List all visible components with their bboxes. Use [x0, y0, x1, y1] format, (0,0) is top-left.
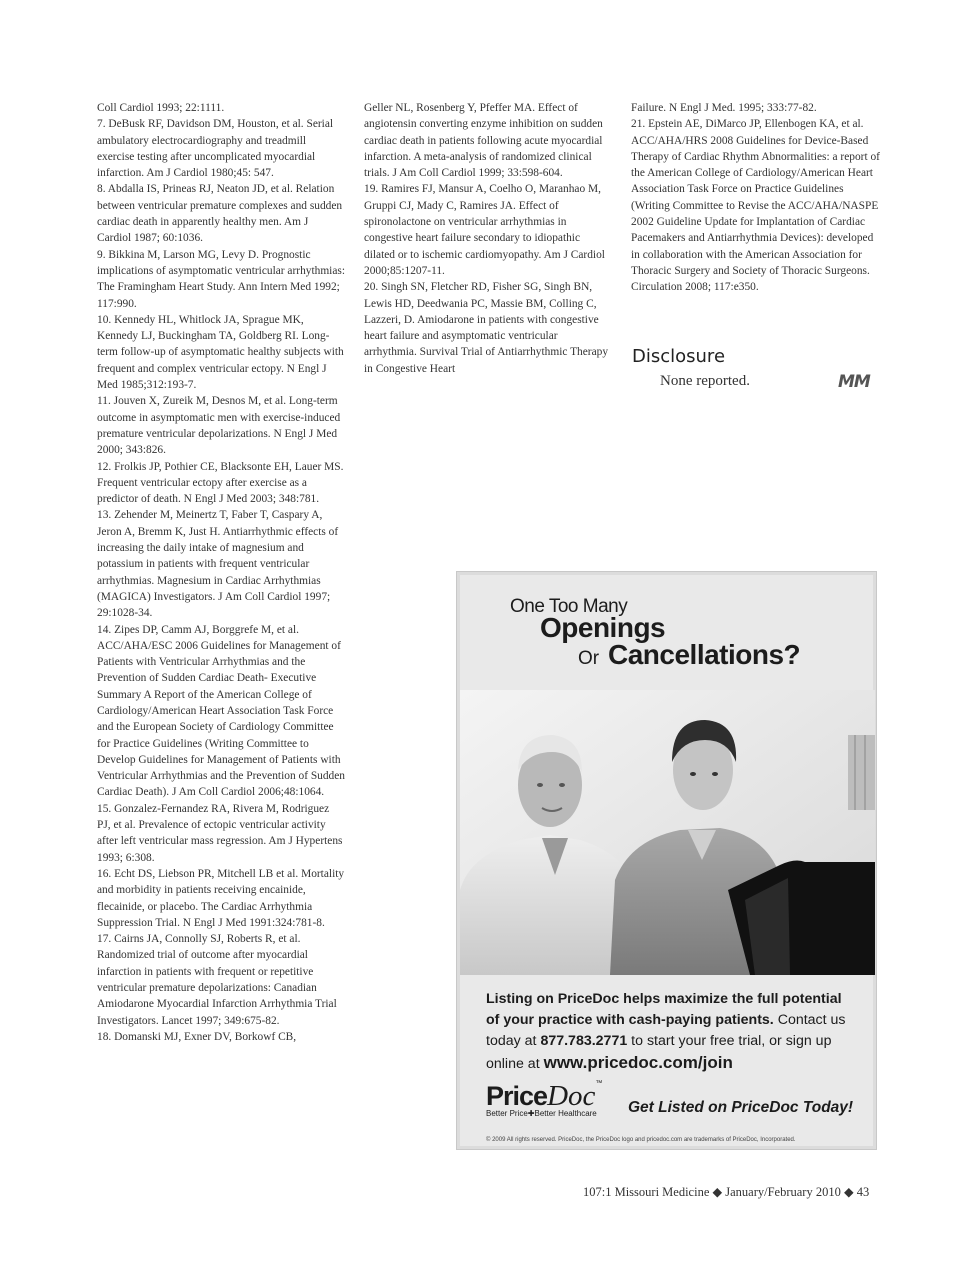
ad-phone[interactable]: 877.783.2771	[540, 1033, 628, 1049]
references-column-1	[97, 100, 345, 1045]
pricedoc-logo	[486, 1080, 602, 1118]
reference-entry: 12. Frolkis JP, Pothier CE, Blacksonte EH, Lauer MS. Frequent ventricular ectopy after exercise as a predictor of death. N Engl J Med 2003; 348:781.	[97, 460, 344, 506]
reference-entry: 14. Zipes DP, Camm AJ, Borggrefe M, et al. ACC/AHA/ESC 2006 Guidelines for Management of Patients with Ventricular Arrhythmias and the Prevention of Sudden Cardiac Death- Executive Summary A Report of the American College of Cardiology/American Heart Association Task Force and the European Society of Cardiology Committee for Practice Guidelines (Writing Committee to Develop Guidelines for Management of Patients with Ventricular Arrhythmias and the Prevention of Sudden Cardiac Death). J Am Coll Cardiol 2006;48:1064.	[97, 623, 346, 799]
reference-entry: 8. Abdalla IS, Prineas RJ, Neaton JD, et al. Relation between ventricular premature complexes and sudden cardiac death in apparently healthy men. Am J Cardiol 1987; 60:1036.	[97, 183, 343, 245]
ad-headline-1: One Too Many	[510, 596, 628, 617]
logo-tagline: Better Price✚Better Healthcare	[486, 1109, 597, 1118]
mm-logo-icon: MM	[838, 372, 870, 392]
disclosure-text: None reported.	[660, 373, 750, 389]
pricedoc-advertisement[interactable]	[456, 571, 877, 1150]
reference-entry: 21. Epstein AE, DiMarco JP, Ellenbogen KA, et al. ACC/AHA/HRS 2008 Guidelines for Device-Based Therapy of Cardiac Rhythm Abnormalities: a report of the American College of Cardiology/American Heart Association Task Force on Practice Guidelines (Writing Committee to Revise the ACC/AHA/NASPE 2002 Guideline Update for Implantation of Cardiac Pacemakers and Antiarrhythmia Devices): developed in collaboration with the American Association for Thoracic Surgery and Society of Thoracic Surgeons. Circulation 2008; 117:e350.	[631, 118, 880, 294]
ad-body-bold: Listing on PriceDoc helps maximize the full potential of your practice with cash-paying patients.	[486, 991, 842, 1028]
reference-entry: 15. Gonzalez-Fernandez RA, Rivera M, Rodriguez PJ, et al. Prevalence of ectopic ventricular activity after left ventricular mass regression. Am J Hypertens 1993; 6:308.	[97, 802, 343, 864]
references-column-3	[631, 100, 881, 296]
reference-entry: 10. Kennedy HL, Whitlock JA, Sprague MK, Kennedy LJ, Buckingham TA, Goldberg RI. Long-term follow-up of asymptomatic healthy subjects with frequent and complex ventricular ectopy. N Engl J Med 1985;312:193-7.	[97, 313, 344, 392]
reference-entry: 19. Ramires FJ, Mansur A, Coelho O, Maranhao M, Gruppi CJ, Mady C, Ramires JA. Effect of spironolactone on ventricular arrhythmias in congestive heart failure secondary to idiopathic dilated or to ischemic cardiomyopathy. Am J Cardiol 2000;85:1207-11.	[364, 183, 605, 277]
ad-headline-or: Or	[578, 648, 600, 669]
reference-entry: 16. Echt DS, Liebson PR, Mitchell LB et al. Mortality and morbidity in patients receiving encainide, flecainide, or placebo. The Cardiac Arrhythmia Suppression Trial. N Engl J Med 1991:324:781-8.	[97, 867, 345, 929]
disclosure-heading: Disclosure	[632, 346, 726, 367]
ad-body-text	[486, 989, 856, 1075]
reference-entry: 7. DeBusk RF, Davidson DM, Houston, et al. Serial ambulatory electrocardiography and treadmill exercise testing after uncomplicated myocardial infarction. Am J Cardiol 1980;45: 547.	[97, 118, 334, 180]
reference-entry: Coll Cardiol 1993; 22:1111.	[97, 102, 225, 114]
logo-tm: ™	[595, 1080, 603, 1087]
reference-entry: 11. Jouven X, Zureik M, Desnos M, et al. Long-term outcome in asymptomatic men with exercise-induced premature ventricular depolarizations. N Engl J Med 2000; 343:826.	[97, 395, 341, 457]
logo-price: Price	[486, 1081, 548, 1111]
ad-headline-3: Cancellations?	[608, 639, 801, 670]
ad-panel	[460, 575, 873, 1146]
doctors-photo-icon	[460, 690, 875, 975]
reference-entry: 18. Domanski MJ, Exner DV, Borkowf CB,	[97, 1030, 297, 1043]
ad-body-part-1: Contact us today at	[486, 1012, 846, 1049]
reference-entry: 13. Zehender M, Meinertz T, Faber T, Caspary A, Jeron A, Bremm K, Just H. Antiarrhythmic effects of increasing the daily intake of magnesium and potassium in patients with frequent ventricular arrhythmias. Magnesium in Cardiac Arrhythmias (MAGICA) Investigators. J Am Coll Cardiol 1997; 29:1028-34.	[97, 509, 339, 620]
ad-url-link[interactable]: www.pricedoc.com/join	[543, 1053, 733, 1072]
ad-copyright: © 2009 All rights reserved. PriceDoc, the PriceDoc logo and pricedoc.com are trademarks of PriceDoc, Incorporated.	[486, 1137, 796, 1143]
reference-entry: 9. Bikkina M, Larson MG, Levy D. Prognostic implications of asymptomatic ventricular arrhythmias: The Framingham Heart Study. Ann Intern Med 1992; 117:990.	[97, 248, 345, 310]
ad-call-to-action[interactable]: Get Listed on PriceDoc Today!	[628, 1099, 854, 1116]
references-column-2	[364, 100, 610, 377]
reference-entry: 17. Cairns JA, Connolly SJ, Roberts R, et al. Randomized trial of outcome after myocardial infarction in patients with frequent or repetitive ventricular premature depolarizations: Canadian Amiodarone Myocardial Infarction Arrhythmia Trial Investigators. Lancet 1997; 349:675-82.	[97, 933, 337, 1027]
reference-entry: Geller NL, Rosenberg Y, Pfeffer MA. Effect of angiotensin converting enzyme inhibition on sudden cardiac death in patients following acute myocardial infarction. A meta-analysis of randomized clinical trials. J Am Coll Cardiol 1999; 33:598-604.	[364, 102, 603, 180]
page-footer: 107:1 Missouri Medicine ◆ January/February 2010 ◆ 43	[583, 1185, 870, 1199]
reference-entry: Failure. N Engl J Med. 1995; 333:77-82.	[631, 102, 817, 114]
logo-doc: Doc	[547, 1080, 596, 1112]
ad-headline-2: Openings	[540, 612, 666, 643]
reference-entry: 20. Singh SN, Fletcher RD, Fisher SG, Singh BN, Lewis HD, Deedwania PC, Massie BM, Colling C, Lazzeri, D. Amiodarone in patients with congestive heart failure and asymptomatic ventricular arrhythmia. Survival Trial of Antiarrhythmic Therapy in Congestive Heart	[364, 281, 609, 375]
ad-body-part-2: to start your free trial, or sign up online at	[486, 1033, 832, 1072]
